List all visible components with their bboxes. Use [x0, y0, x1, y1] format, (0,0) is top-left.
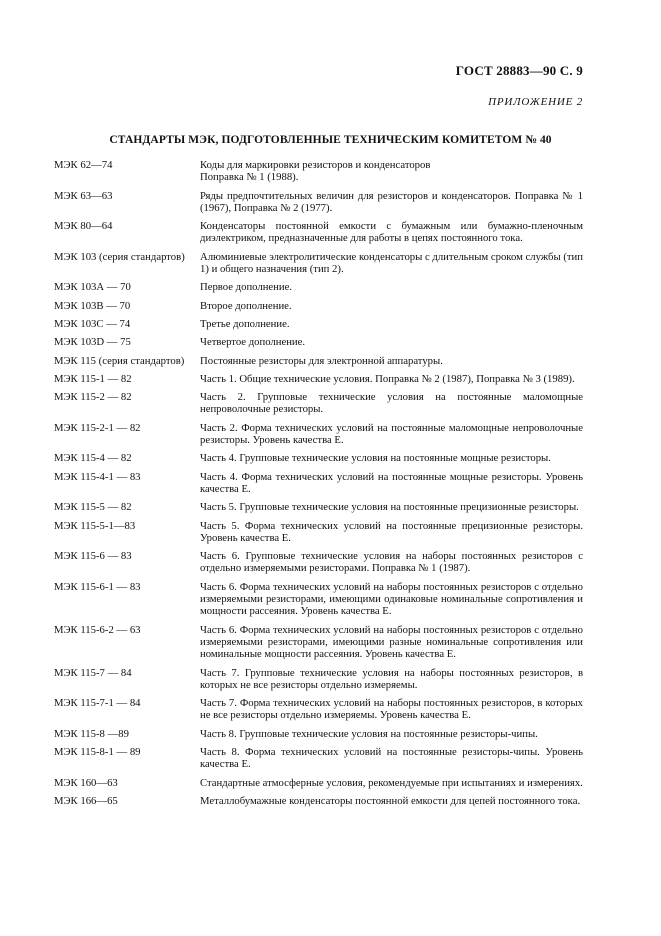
- standard-description: Постоянные резисторы для электронной аппаратуры.: [200, 354, 443, 367]
- page-title: СТАНДАРТЫ МЭК, ПОДГОТОВЛЕННЫЕ ТЕХНИЧЕСКИМ КОМИТЕТОМ № 40: [109, 134, 552, 146]
- standard-description: Алюминиевые электролитические конденсаторы с длительным сроком службы (тип 1) и общего назначения (тип 2).: [200, 250, 583, 276]
- list-item: [54, 391, 583, 416]
- standard-code: МЭК 115-8-1 — 89: [54, 745, 141, 758]
- standard-code: МЭК 115-5-1—83: [54, 519, 136, 532]
- list-item: [54, 550, 583, 575]
- standard-description: Металлобумажные конденсаторы постоянной емкости для цепей постоянного тока.: [200, 794, 581, 807]
- standard-description: Третье дополнение.: [200, 317, 290, 330]
- list-item: [54, 501, 583, 513]
- standard-description: Часть 2. Групповые технические условия на постоянные маломощные непроволочные резисторы.: [200, 391, 583, 416]
- standard-description: Второе дополнение.: [200, 299, 292, 312]
- list-item: [54, 336, 583, 348]
- standard-code: МЭК 115 (серия стандартов): [54, 354, 185, 367]
- list-item: [54, 373, 583, 385]
- standard-code: МЭК 80—64: [54, 220, 113, 233]
- list-item: [54, 220, 583, 245]
- standard-code: МЭК 115-6-2 — 63: [54, 623, 141, 636]
- standard-description: Часть 1. Общие технические условия. Поправка № 2 (1987), Поправка № 3 (1989).: [200, 372, 575, 385]
- standard-code: МЭК 103С — 74: [54, 317, 131, 330]
- standard-description: Часть 4. Групповые технические условия на постоянные мощные резисторы.: [200, 452, 551, 465]
- standard-code: МЭК 115-6 — 83: [54, 550, 132, 563]
- standard-code: МЭК 103 (серия стандартов): [54, 250, 185, 263]
- standard-code: МЭК 115-4 — 82: [54, 452, 132, 465]
- list-item: [54, 355, 583, 367]
- standard-code: МЭК 103D — 75: [54, 336, 131, 349]
- list-item: [54, 697, 583, 722]
- standard-description: Конденсаторы постоянной емкости с бумажным или бумажно-пленочным диэлектриком, предназначенные для работы в цепях постоянного тока.: [200, 220, 583, 245]
- standard-description: Часть 6. Групповые технические условия на наборы постоянных резисторов с отдельно измеряемыми резисторами. Поправка № 1 (1987).: [200, 550, 583, 575]
- standard-description: Часть 8. Групповые технические условия на постоянные резисторы-чипы.: [200, 727, 538, 740]
- list-item: [54, 318, 583, 330]
- standard-code: МЭК 115-1 — 82: [54, 372, 132, 385]
- standard-code: МЭК 115-6-1 — 83: [54, 580, 141, 593]
- standard-description: Часть 6. Форма технических условий на наборы постоянных резисторов с отдельно измеряемыми резисторами, имеющими одинаковые номинальные сопротивления и мощности рассеяния. Уровень качества Е.: [200, 580, 583, 618]
- standard-code: МЭК 160—63: [54, 776, 118, 789]
- page-header: ГОСТ 28883—90 С. 9: [455, 63, 583, 78]
- list-item: [54, 795, 583, 807]
- list-item: [54, 520, 583, 545]
- list-item: [54, 159, 583, 184]
- standard-description: Часть 7. Групповые технические условия на наборы постоянных резисторов, в которых не все резисторы отдельно измеряемы.: [200, 666, 583, 691]
- list-item: [54, 746, 583, 771]
- list-item: [54, 728, 583, 740]
- standard-description: Часть 8. Форма технических условий на постоянные резисторы-чипы. Уровень качества Е.: [200, 745, 583, 771]
- standard-code: МЭК 63—63: [54, 189, 113, 202]
- standard-description: Первое дополнение.: [200, 281, 293, 294]
- list-item: [54, 251, 583, 276]
- standard-code: МЭК 103А — 70: [54, 281, 131, 294]
- standard-code: МЭК 103В — 70: [54, 299, 131, 312]
- list-item: [54, 624, 583, 661]
- standard-code: МЭК 62—74: [54, 159, 113, 171]
- list-item: [54, 581, 583, 618]
- list-item: [54, 667, 583, 692]
- standard-description: Четвертое дополнение.: [200, 336, 306, 349]
- standard-code: МЭК 115-7-1 — 84: [54, 697, 141, 710]
- list-item: [54, 452, 583, 464]
- standard-description: Часть 2. Форма технических условий на постоянные маломощные непроволочные резисторы. Уровень качества Е.: [200, 421, 583, 447]
- standard-description: Часть 4. Форма технических условий на постоянные мощные резисторы. Уровень качества Е.: [200, 470, 583, 495]
- standard-code: МЭК 115-4-1 — 83: [54, 470, 141, 483]
- standard-description: Часть 5. Форма технических условий на постоянные прецизионные резисторы. Уровень качества Е.: [200, 519, 583, 544]
- standards-list: [54, 159, 583, 813]
- standard-code: МЭК 115-5 — 82: [54, 501, 132, 514]
- list-item: [54, 777, 583, 789]
- standard-code: МЭК 115-7 — 84: [54, 666, 132, 679]
- list-item: [54, 190, 583, 215]
- standard-description: Ряды предпочтительных величин для резисторов и конденсаторов. Поправка № 1 (1967), Поправка № 2 (1977).: [200, 189, 583, 214]
- standard-code: МЭК 115-2-1 — 82: [54, 421, 141, 434]
- standard-code: МЭК 115-8 —89: [54, 727, 129, 740]
- standard-code: МЭК 166—65: [54, 794, 118, 807]
- list-item: [54, 281, 583, 293]
- appendix-label: ПРИЛОЖЕНИЕ 2: [488, 96, 583, 108]
- standard-code: МЭК 115-2 — 82: [54, 391, 132, 404]
- list-item: [54, 471, 583, 496]
- standard-description: Часть 6. Форма технических условий на наборы постоянных резисторов с отдельно измеряемыми резисторами, имеющими разные номинальные сопротивления или номинальные мощности рассеяния. Уровень качества Е.: [200, 623, 583, 661]
- standard-description: Часть 7. Форма технических условий на наборы постоянных резисторов, в которых не все резисторы отдельно измеряемы. Уровень качества Е.: [200, 697, 583, 722]
- standard-description: Коды для маркировки резисторов и конденсаторов Поправка № 1 (1988).: [200, 159, 431, 184]
- list-item: [54, 422, 583, 447]
- standard-description: Стандартные атмосферные условия, рекомендуемые при испытаниях и измерениях.: [200, 776, 583, 789]
- standard-description: Часть 5. Групповые технические условия на постоянные прецизионные резисторы.: [200, 501, 579, 514]
- list-item: [54, 300, 583, 312]
